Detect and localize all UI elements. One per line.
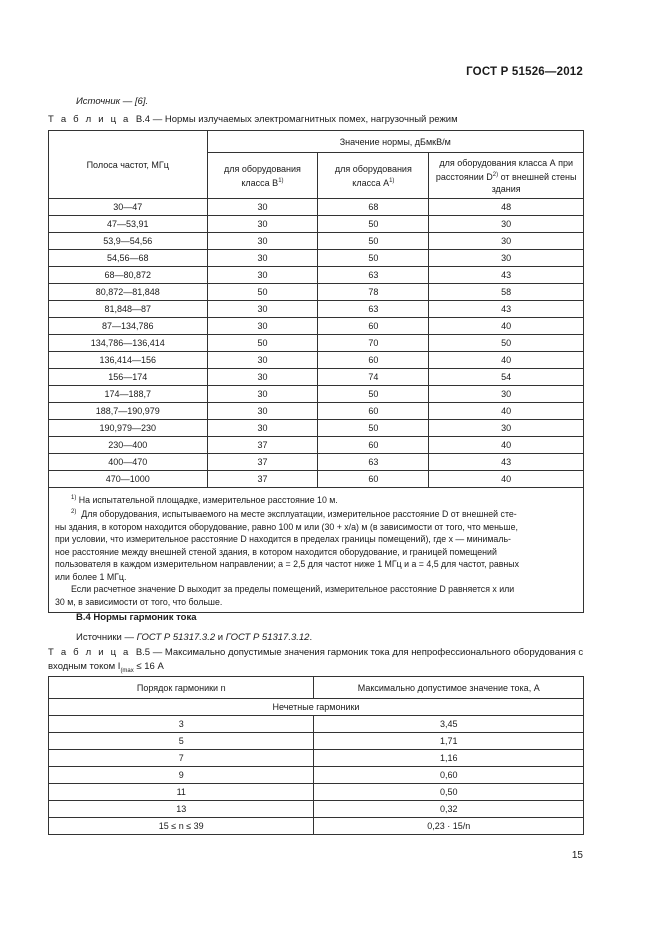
table-cell: 63 (318, 301, 429, 318)
table-cell: 30 (207, 318, 318, 335)
table4-header-norm: Значение нормы, дБмкВ/м (207, 131, 584, 153)
footnote-1 (55, 492, 579, 506)
table-cell: 30 (207, 267, 318, 284)
table-cell: 188,7—190,979 (49, 403, 208, 420)
table-cell: 58 (429, 284, 584, 301)
table4-header-class-a-distance (429, 153, 584, 199)
table-cell: 81,848—87 (49, 301, 208, 318)
table-cell: 43 (429, 301, 584, 318)
table-cell: 50 (318, 233, 429, 250)
table-cell: 54 (429, 369, 584, 386)
table-cell: 60 (318, 318, 429, 335)
table-cell: 47—53,91 (49, 216, 208, 233)
table-cell: 134,786—136,414 (49, 335, 208, 352)
table-cell: 0,23 · 15/n (314, 818, 584, 835)
table-cell: 40 (429, 471, 584, 488)
table-cell: 30 (207, 420, 318, 437)
table-row (49, 767, 584, 784)
table-cell: 1,16 (314, 750, 584, 767)
table-row (49, 233, 584, 250)
table-cell: 30 (207, 233, 318, 250)
table-cell: 68 (318, 199, 429, 216)
table-cell: 5 (49, 733, 314, 750)
table-cell: 37 (207, 471, 318, 488)
table-cell: 9 (49, 767, 314, 784)
table-cell: 230—400 (49, 437, 208, 454)
table-cell: 40 (429, 403, 584, 420)
table-row (49, 199, 584, 216)
table4-header-class-b-footnote: 1) (278, 177, 284, 184)
table-cell: 11 (49, 784, 314, 801)
table-cell: 50 (318, 216, 429, 233)
table5-caption-prefix: Т а б л и ц а (48, 647, 131, 658)
table5-header-max-current: Максимально допустимое значение тока, А (314, 677, 584, 699)
table-cell: 30—47 (49, 199, 208, 216)
table-cell: 50 (207, 284, 318, 301)
table-cell: 190,979—230 (49, 420, 208, 437)
table-row (49, 301, 584, 318)
footnote-2-mark: 2) (71, 509, 77, 516)
standard-number: ГОСТ Р 51526—2012 (466, 66, 583, 78)
table-row (49, 784, 584, 801)
table-cell: 15 ≤ n ≤ 39 (49, 818, 314, 835)
table-cell: 30 (207, 199, 318, 216)
table5-sources (76, 632, 312, 643)
table-cell: 30 (207, 352, 318, 369)
table-cell: 7 (49, 750, 314, 767)
table-row (49, 318, 584, 335)
table-cell: 60 (318, 471, 429, 488)
table-cell: 30 (429, 216, 584, 233)
section-title: В.4 Нормы гармоник тока (76, 612, 197, 623)
table-row (49, 216, 584, 233)
table4-header-class-a-distance-text1: для оборудования класса А при расстоянии D (435, 157, 573, 182)
footnote-2-line-6: или более 1 МГц. (55, 571, 127, 582)
footnote-1-text: На испытательной площадке, измерительное расстояние 10 м. (78, 494, 338, 505)
table-cell: 50 (318, 386, 429, 403)
table5-caption-line-1: В.5 — Максимально допустимые значения гармоник тока для непрофессионального оборудования с (135, 647, 584, 658)
table-cell: 70 (318, 335, 429, 352)
table-row (49, 369, 584, 386)
table-row (49, 801, 584, 818)
table-row (49, 454, 584, 471)
table5-body (49, 716, 584, 835)
table5-caption-line-2b: ≤ 16 А (133, 660, 164, 672)
table-cell: 50 (318, 250, 429, 267)
table4-note-line-2: 30 м, в зависимости от того, что больше. (55, 596, 223, 607)
table-cell: 78 (318, 284, 429, 301)
table-cell: 43 (429, 454, 584, 471)
table-cell: 60 (318, 352, 429, 369)
table-cell: 136,414—156 (49, 352, 208, 369)
table-cell: 50 (207, 335, 318, 352)
page-number: 15 (571, 850, 583, 861)
table5-group-odd: Нечетные гармоники (49, 699, 584, 716)
table-cell: 60 (318, 437, 429, 454)
table4-caption (48, 114, 458, 125)
table5 (48, 676, 584, 835)
table-cell: 74 (318, 369, 429, 386)
table4-header-class-b-text: для оборудования класса В (223, 163, 301, 188)
table-row (49, 403, 584, 420)
table4-caption-prefix: Т а б л и ц а (48, 114, 131, 125)
table5-header-order: Порядок гармоники n (49, 677, 314, 699)
table-row (49, 352, 584, 369)
table-row (49, 420, 584, 437)
table-cell: 54,56—68 (49, 250, 208, 267)
footnote-2-line-3: при условии, что измерительное расстояние D находится в пределах границы помещений), где x — минималь- (55, 534, 511, 545)
table4-header-class-a-distance-text2: от внешней стены здания (491, 171, 577, 194)
table-cell: 30 (429, 233, 584, 250)
table-cell: 156—174 (49, 369, 208, 386)
table-cell: 30 (207, 403, 318, 420)
table-cell: 60 (318, 403, 429, 420)
table-cell: 50 (318, 420, 429, 437)
sources-prefix: Источники — (76, 632, 137, 643)
table-cell: 40 (429, 352, 584, 369)
table-cell: 63 (318, 454, 429, 471)
table4-body (49, 199, 584, 488)
footnote-2-line-2: ны здания, в котором находится оборудование, равно 100 м или (30 + x/a) м (в зависимости от того, что меньше, (55, 521, 518, 532)
table-cell: 3 (49, 716, 314, 733)
table-cell: 30 (429, 386, 584, 403)
footnote-2-line-5: пользователя в каждом измерительном направлении; a = 2,5 для частот ниже 1 МГц и a = 4,5 для частот, равных (55, 559, 520, 570)
table4-note-line-1: Если расчетное значение D выходит за пределы помещений, измерительное расстояние D равняется x или (71, 584, 515, 595)
table4-header-frequency: Полоса частот, МГц (49, 131, 208, 199)
footnote-2-line (55, 506, 579, 520)
table-cell: 30 (429, 250, 584, 267)
footnote-1-mark: 1) (71, 495, 77, 501)
table4-header-class-a (318, 153, 429, 199)
table-cell: 37 (207, 454, 318, 471)
source-ref-1: ГОСТ Р 51317.3.2 (136, 632, 216, 643)
table-row (49, 471, 584, 488)
table-row (49, 733, 584, 750)
table-cell: 30 (207, 301, 318, 318)
table-cell: 13 (49, 801, 314, 818)
footnote-2-line-1: Для оборудования, испытываемого на месте эксплуатации, измерительное расстояние D от внешней сте- (81, 509, 517, 520)
table-cell: 53,9—54,56 (49, 233, 208, 250)
table-cell: 470—1000 (49, 471, 208, 488)
table5-caption-line-2a: входным током I (48, 660, 121, 672)
table-cell: 80,872—81,848 (49, 284, 208, 301)
table-row (49, 818, 584, 835)
table5-caption-sub: (max (120, 667, 134, 674)
table-cell: 30 (429, 420, 584, 437)
sources-end: . (309, 632, 313, 643)
table4-header-class-a-footnote: 1) (389, 177, 395, 184)
table-cell: 87—134,786 (49, 318, 208, 335)
table-cell: 30 (207, 369, 318, 386)
table-cell: 48 (429, 199, 584, 216)
table-cell: 3,45 (314, 716, 584, 733)
table4 (48, 130, 584, 613)
table4-header-class-b (207, 153, 318, 199)
table-cell: 43 (429, 267, 584, 284)
table4-header-class-a-distance-footnote: 2) (492, 171, 499, 178)
table-row (49, 335, 584, 352)
table-cell: 30 (207, 250, 318, 267)
table-cell: 50 (429, 335, 584, 352)
table-row (49, 750, 584, 767)
table-cell: 0,60 (314, 767, 584, 784)
table-cell: 30 (207, 386, 318, 403)
table-cell: 63 (318, 267, 429, 284)
table-cell: 30 (207, 216, 318, 233)
table-row (49, 386, 584, 403)
sources-conj: и (215, 632, 226, 643)
table-cell: 1,71 (314, 733, 584, 750)
table4-caption-title: В.4 — Нормы излучаемых электромагнитных помех, нагрузочный режим (135, 114, 458, 125)
table4-header-class-a-text: для оборудования класса А (334, 163, 412, 188)
table-cell: 68—80,872 (49, 267, 208, 284)
table-cell: 40 (429, 437, 584, 454)
table-row (49, 250, 584, 267)
table4-footnotes (49, 488, 584, 613)
source-ref-2: ГОСТ Р 51317.3.12 (225, 632, 310, 643)
table-cell: 400—470 (49, 454, 208, 471)
footnote-2-line-4: ное расстояние между внешней стеной здания, в котором находится оборудование, и границей помещений (55, 546, 497, 557)
table-row (49, 284, 584, 301)
table-cell: 40 (429, 318, 584, 335)
table-cell: 0,32 (314, 801, 584, 818)
table-cell: 0,50 (314, 784, 584, 801)
table-cell: 174—188,7 (49, 386, 208, 403)
table-cell: 37 (207, 437, 318, 454)
table5-caption (48, 646, 588, 678)
table-row (49, 437, 584, 454)
table-row (49, 267, 584, 284)
table-row (49, 716, 584, 733)
table4-source: Источник — [6]. (76, 96, 149, 107)
